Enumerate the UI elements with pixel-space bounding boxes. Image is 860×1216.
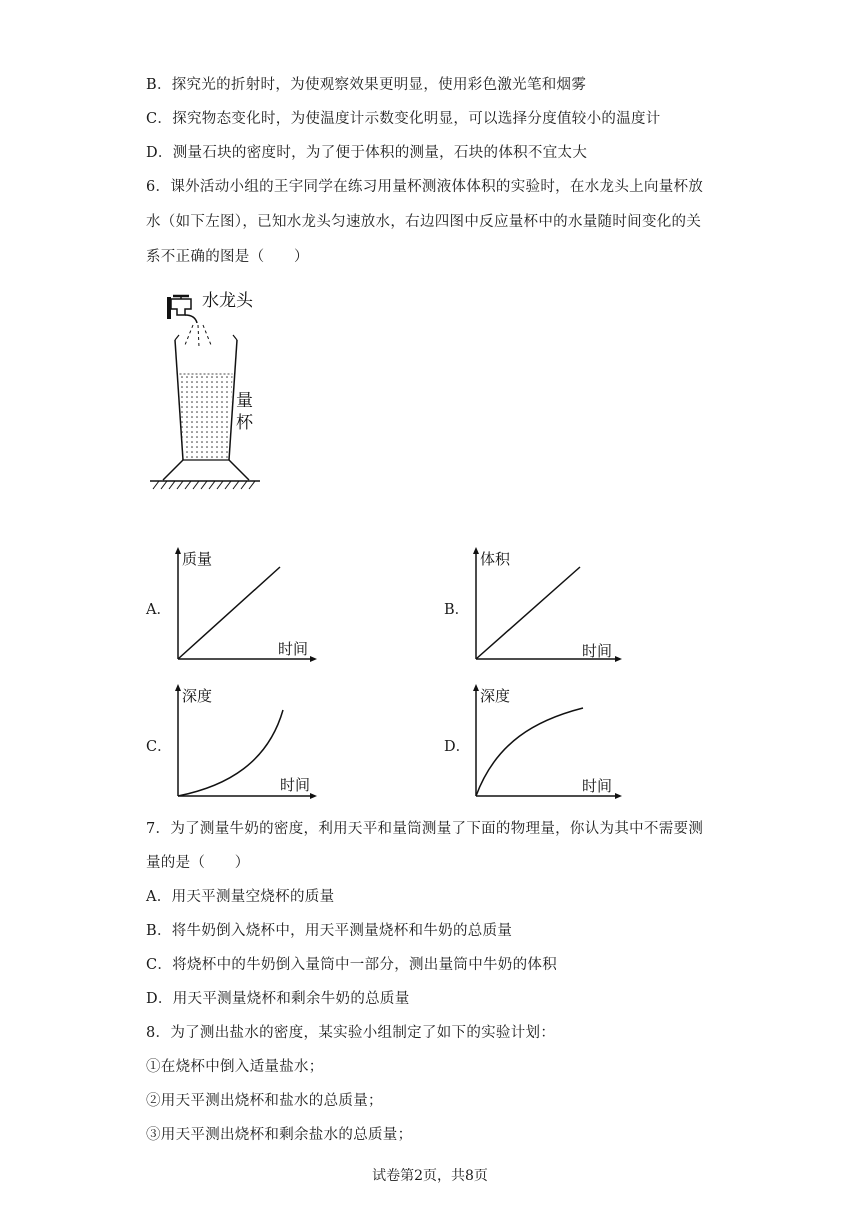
q6-stem-line1: 6．课外活动小组的王宇同学在练习用量杯测液体体积的实验时，在水龙头上向量杯放	[146, 179, 704, 195]
page-footer: 试卷第2页，共8页	[372, 1168, 488, 1184]
q5-option-c: C．探究物态变化时，为使温度计示数变化明显，可以选择分度值较小的温度计	[146, 111, 661, 127]
q5-option-b: B．探究光的折射时，为使观察效果更明显，使用彩色激光笔和烟雾	[146, 77, 587, 93]
q6-option-b-letter: B．	[444, 602, 470, 618]
graph-a-xlabel: 时间	[278, 640, 309, 658]
graph-c-ylabel: 深度	[182, 687, 213, 705]
q6-stem-line3: 系不正确的图是（ ）	[146, 249, 309, 265]
cup-label-2: 杯	[236, 413, 253, 433]
q7-option-d: D．用天平测量烧杯和剩余牛奶的总质量	[146, 991, 410, 1007]
cup-label-1: 量	[236, 391, 253, 411]
q6-option-c-letter: C．	[146, 739, 172, 755]
graph-a-ylabel: 质量	[182, 550, 213, 568]
graph-a	[168, 545, 318, 665]
q8-step-2: ②用天平测出烧杯和盐水的总质量；	[146, 1093, 383, 1109]
graph-d	[466, 682, 626, 802]
q7-option-b: B．将牛奶倒入烧杯中，用天平测量烧杯和牛奶的总质量	[146, 923, 513, 939]
q6-option-d-letter: D．	[444, 739, 471, 755]
graph-b-xlabel: 时间	[582, 642, 613, 660]
q7-option-c: C．将烧杯中的牛奶倒入量筒中一部分，测出量筒中牛奶的体积	[146, 957, 557, 973]
q8-step-3: ③用天平测出烧杯和剩余盐水的总质量；	[146, 1127, 413, 1143]
q7-stem-line2: 量的是（ ）	[146, 855, 250, 871]
graph-b-ylabel: 体积	[480, 550, 511, 568]
q8-stem: 8．为了测出盐水的密度，某实验小组制定了如下的实验计划：	[146, 1025, 556, 1041]
graph-d-ylabel: 深度	[480, 687, 511, 705]
q7-option-a: A．用天平测量空烧杯的质量	[146, 889, 335, 905]
q5-option-d: D．测量石块的密度时，为了便于体积的测量，石块的体积不宜太大	[146, 145, 588, 161]
faucet-cup-figure	[145, 285, 275, 495]
q8-step-1: ①在烧杯中倒入适量盐水；	[146, 1059, 324, 1075]
graph-d-curve	[476, 708, 583, 796]
faucet-body	[171, 299, 191, 315]
q6-option-a-letter: A．	[146, 602, 171, 618]
graph-b-line	[476, 567, 580, 659]
cup-water	[180, 374, 233, 460]
graph-b	[466, 545, 626, 665]
q7-stem-line1: 7．为了测量牛奶的密度，利用天平和量筒测量了下面的物理量，你认为其中不需要测	[146, 821, 704, 837]
graph-a-line	[178, 567, 280, 659]
graph-c-curve	[178, 710, 283, 796]
graph-d-xlabel: 时间	[582, 777, 613, 795]
graph-c	[168, 682, 318, 802]
q6-stem-line2: 水（如下左图），已知水龙头匀速放水，右边四图中反应量杯中的水量随时间变化的关	[146, 214, 702, 230]
faucet-label: 水龙头	[202, 291, 253, 311]
graph-c-xlabel: 时间	[280, 776, 311, 794]
